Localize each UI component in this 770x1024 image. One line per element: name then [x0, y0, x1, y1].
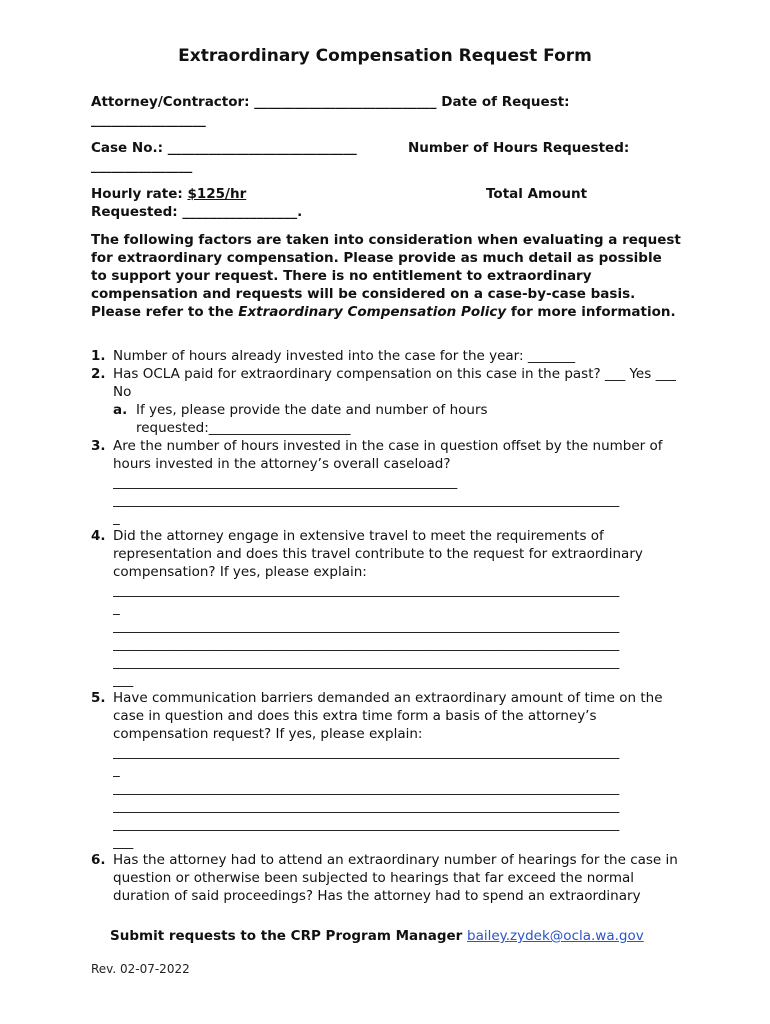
- hourly-rate-field: [91, 185, 246, 203]
- submit-instructions: [110, 928, 644, 944]
- total-requested-field: Requested: _________________.: [91, 204, 303, 220]
- answer-line: ___________________________________________________________________________: [113, 798, 620, 814]
- item-text: Have communication barriers demanded an extraordinary amount of time on the case in question and does this extra time form a basis of the attorney’s compensation request? If yes, please explain:: [113, 690, 663, 742]
- list-item: [91, 365, 681, 401]
- intro-paragraph: [91, 231, 681, 321]
- list-item: [91, 851, 681, 905]
- item-letter: a.: [113, 402, 128, 418]
- case-number-field: Case No.: ____________________________: [91, 140, 357, 156]
- answer-line: ___________________________________________________________________________: [113, 582, 620, 598]
- submit-text: Submit requests to the CRP Program Manager: [110, 928, 468, 944]
- item-number: 5.: [91, 690, 106, 706]
- answer-line: ___________________________________________________________________________: [113, 780, 620, 796]
- list-subitem: [91, 401, 681, 437]
- question-list: [91, 347, 681, 905]
- item-text: Number of hours already invested into the case for the year: _______: [113, 348, 576, 364]
- hourly-rate-label: Hourly rate:: [91, 186, 188, 202]
- item-number: 3.: [91, 438, 106, 454]
- item-text: Has OCLA paid for extraordinary compensation on this case in the past? ___ Yes ___ No: [113, 366, 676, 400]
- answer-line: _: [113, 510, 120, 526]
- item-text: Did the attorney engage in extensive travel to meet the requirements of representation and does this travel contribute to the request for extraordinary compensation? If yes, please explain:: [113, 528, 643, 580]
- intro-text-end: for more information.: [506, 304, 676, 320]
- item-text: Has the attorney had to attend an extraordinary number of hearings for the case in question or otherwise been subjected to hearings that far exceed the normal duration of said proceedings? Has the attorney had to spend an extraordinary: [113, 852, 678, 904]
- intro-text: The following factors are taken into consideration when evaluating a request for extraordinary compensation. Please provide as much detail as possible to support your request. There is no entitlement to extraordinary compensation and requests will be considered on a case-by-case basis. Please refer to the: [91, 232, 681, 320]
- item-number: 2.: [91, 366, 106, 382]
- answer-line: ___________________________________________________________________________: [113, 816, 620, 832]
- email-link[interactable]: bailey.zydek@ocla.wa.gov: [467, 928, 644, 944]
- answer-line: ___________________________________________________: [113, 474, 458, 490]
- answer-line: ___: [113, 834, 134, 850]
- answer-line: _: [113, 600, 120, 616]
- revision-date: Rev. 02-07-2022: [91, 962, 190, 976]
- item-number: 1.: [91, 348, 106, 364]
- list-item: [91, 347, 681, 365]
- hours-requested-label: Number of Hours Requested:: [408, 140, 630, 156]
- answer-line: ___________________________________________________________________________: [113, 618, 620, 634]
- attorney-date-line: Attorney/Contractor: ___________________________ Date of Request:: [91, 94, 570, 110]
- answer-line: _: [113, 762, 120, 778]
- answer-line: ___: [113, 672, 134, 688]
- answer-line: ___________________________________________________________________________: [113, 654, 620, 670]
- list-item: [91, 689, 681, 851]
- answer-line: ___________________________________________________________________________: [113, 744, 620, 760]
- item-number: 6.: [91, 852, 106, 868]
- answer-line: ___________________________________________________________________________: [113, 492, 620, 508]
- list-item: [91, 527, 681, 689]
- answer-line: ___________________________________________________________________________: [113, 636, 620, 652]
- item-text: If yes, please provide the date and number of hours requested:_____________________: [136, 402, 488, 436]
- hours-requested-blank: _______________: [91, 158, 193, 174]
- policy-reference: Extraordinary Compensation Policy: [238, 304, 507, 320]
- list-item: [91, 437, 681, 527]
- page-title: Extraordinary Compensation Request Form: [178, 46, 592, 66]
- total-amount-label: Total Amount: [486, 186, 588, 202]
- item-number: 4.: [91, 528, 106, 544]
- hourly-rate-value: $125/hr: [187, 186, 247, 202]
- date-request-blank: _________________: [91, 112, 206, 128]
- item-text: Are the number of hours invested in the case in question offset by the number of hours invested in the attorney’s overall caseload?: [113, 438, 663, 472]
